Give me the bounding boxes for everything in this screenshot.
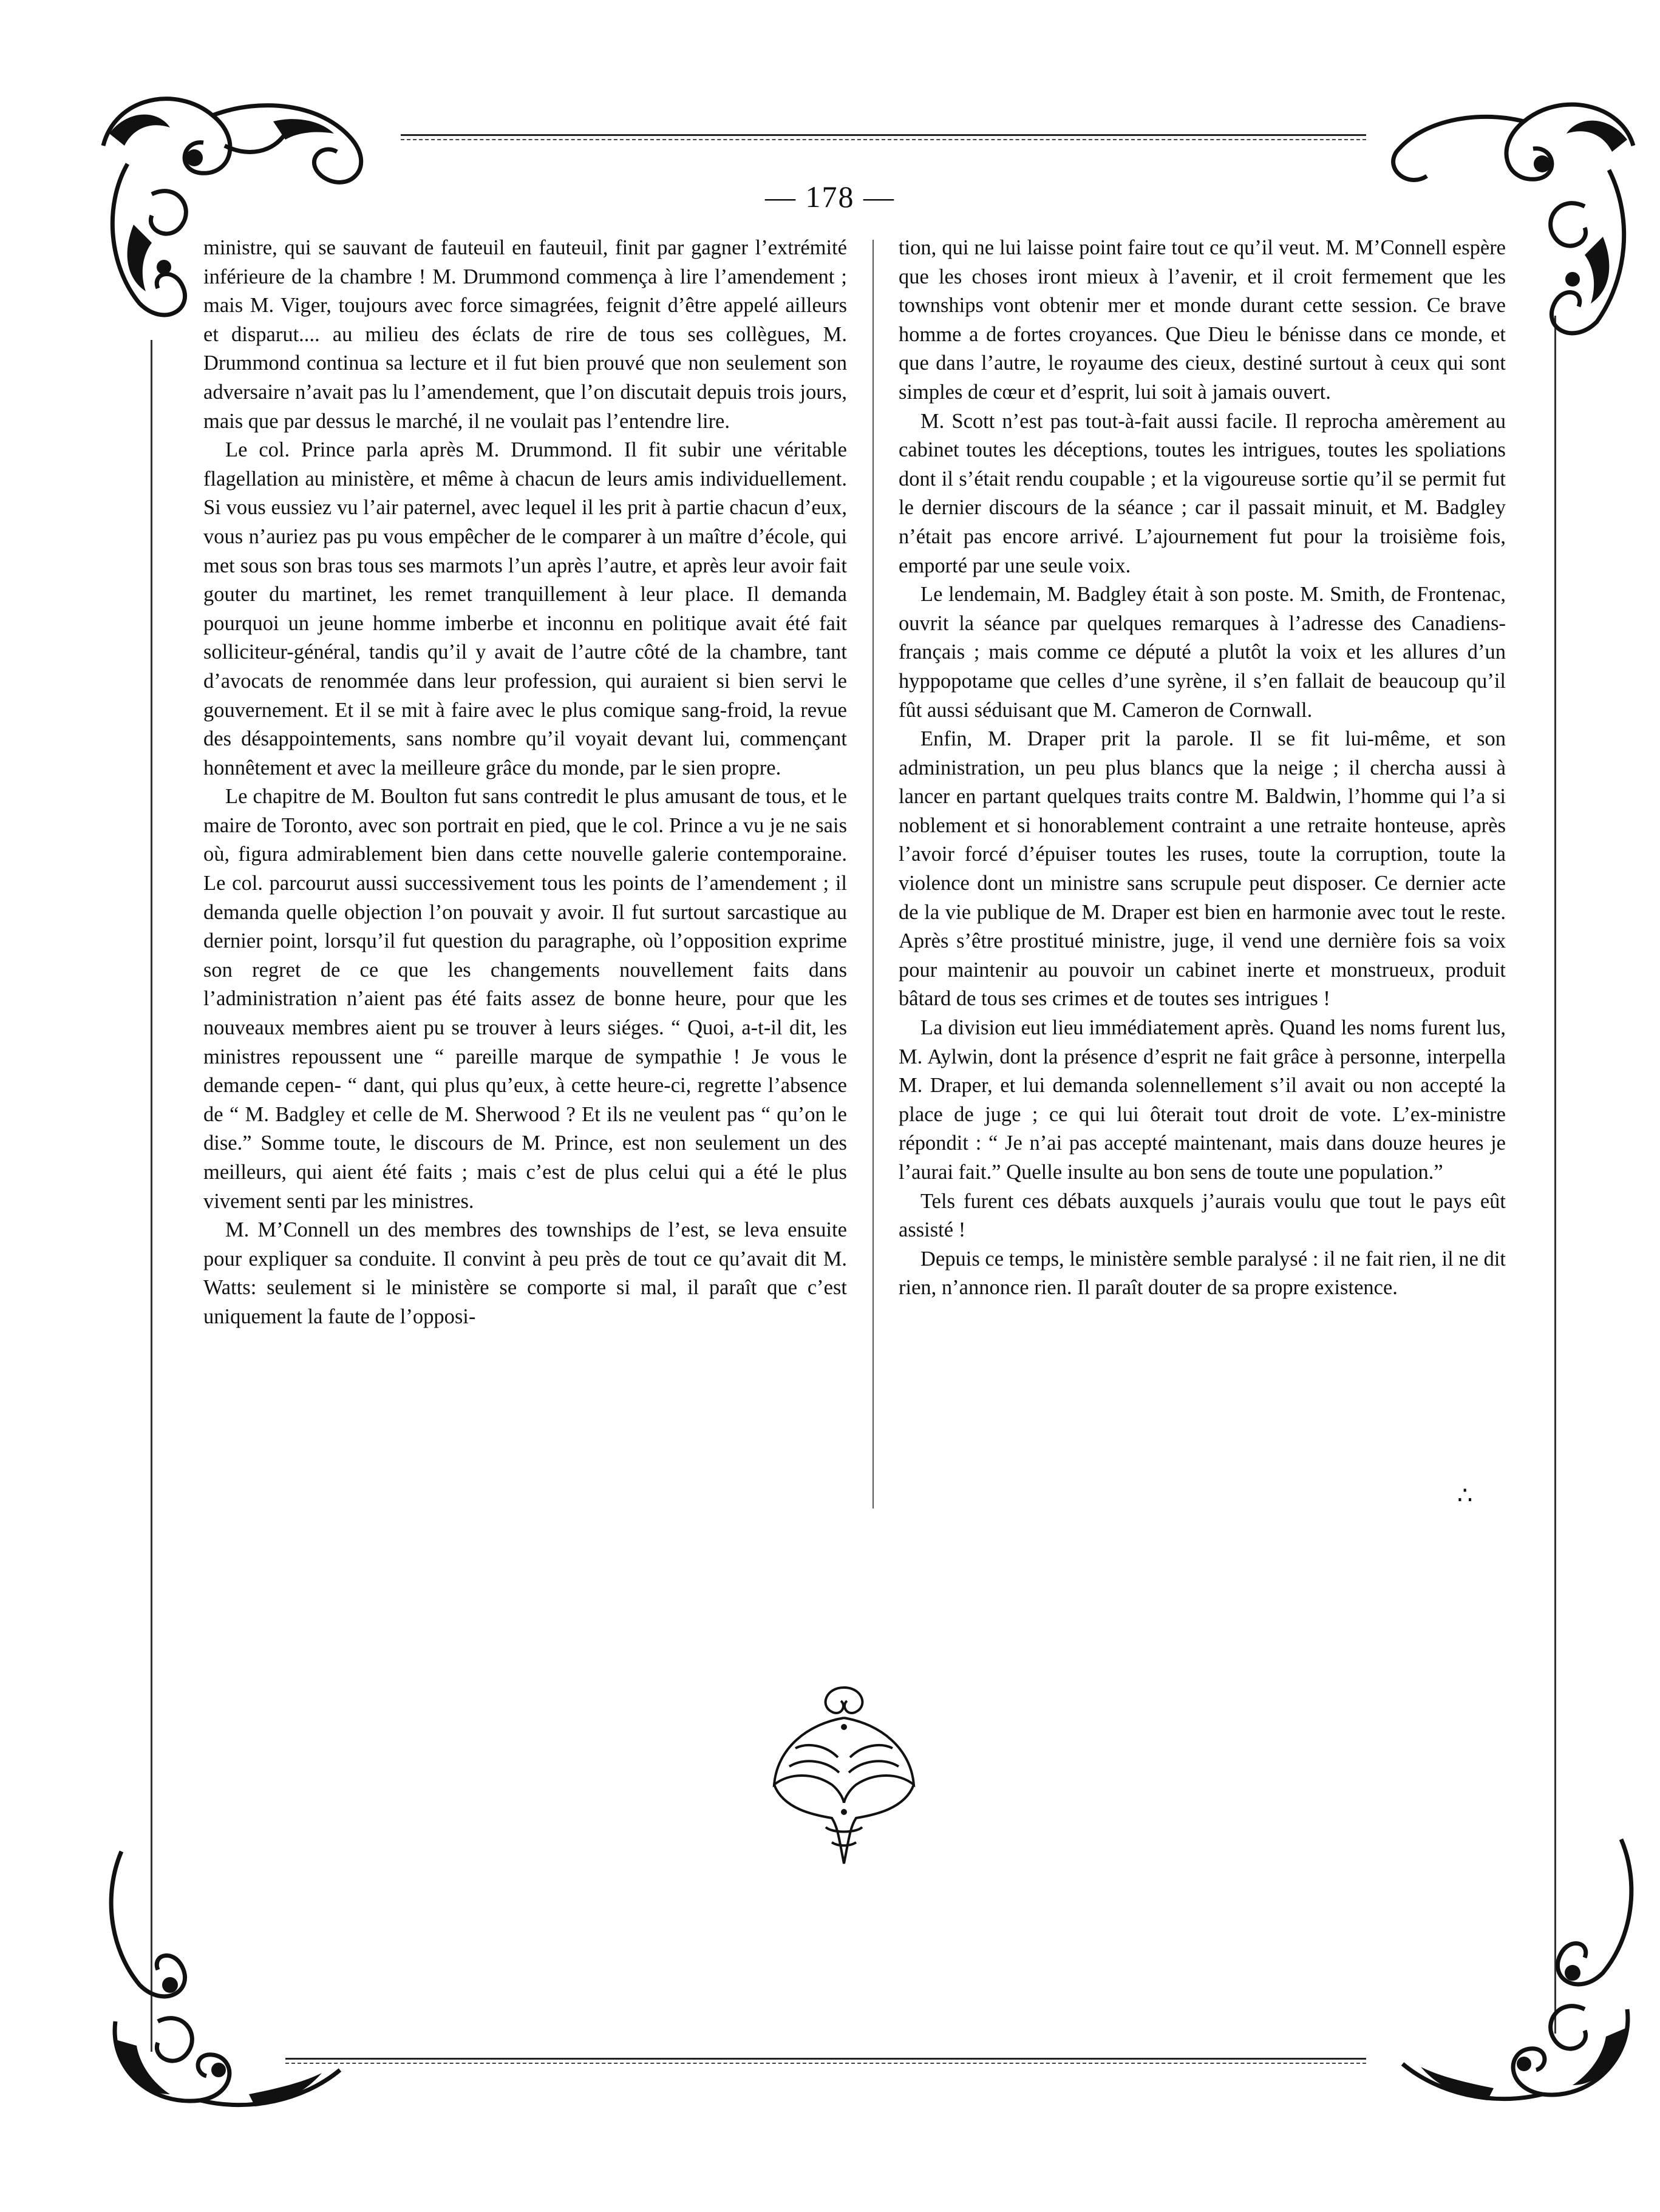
left-text-column bbox=[203, 234, 847, 1332]
frame-bottom-rule bbox=[285, 2058, 1366, 2060]
fleuron-ornament bbox=[771, 1681, 917, 1870]
right-paragraph: M. Scott n’est pas tout-à-fait aussi facile. Il reprocha amèrement au cabinet toutes les déceptions, toutes les intrigues, toutes les spoliations dont il s’était rendu coupable ; et la vigoureuse sortie qu’il se permit fut le dernier discours de la séance ; car il passait minuit, et M. Badgley n’était pas encore arrivé. L’ajournement fut pour la troisième fois, emporté par une seule voix. bbox=[899, 409, 1506, 577]
frame-bottom-dashed-rule bbox=[285, 2063, 1366, 2064]
page-number: — 178 — bbox=[765, 180, 895, 214]
left-paragraph: M. M’Connell un des membres des townships de l’est, se leva ensuite pour expliquer sa conduite. Il convint à peu près de tout ce qu’avait dit M. Watts: seulement si le ministère se comporte si mal, il paraît que c’est uniquement la faute de l’opposi- bbox=[203, 1218, 847, 1328]
right-paragraph: Enfin, M. Draper prit la parole. Il se fit lui-même, et son administration, un peu plus blancs que la neige ; il chercha aussi à lancer en partant quelques traits contre M. Baldwin, l’homme qui l’a si noblement et si honorablement contraint a une retraite honteuse, après l’avoir forcé d’épuiser toutes les ruses, toute la corruption, toute la violence dont un ministre sans scrupule peut disposer. Ce dernier acte de la vie publique de M. Draper est bien en harmonie avec tout le reste. Après s’être prostitué ministre, juge, il vend une dernière fois sa voix pour maintenir au pouvoir un cabinet inerte et monstrueux, produit bâtard de tous ses crimes et de toutes ses intrigues ! bbox=[899, 727, 1506, 1011]
right-paragraph: La division eut lieu immédiatement après. Quand les noms furent lus, M. Aylwin, dont la présence d’esprit ne fait grâce à personne, interpella M. Draper, et lui demanda solennellement s’il avait ou non accepté la place de juge ; ce qui lui ôterait tout droit de vote. L’ex-ministre répondit : “ Je n’ai pas accepté maintenant, mais dans douze heures je l’aurai fait.” Quelle insulte au bon sens de toute une population.” bbox=[899, 1016, 1506, 1184]
end-mark: ∴ bbox=[1457, 1482, 1473, 1509]
left-paragraph: Le col. Prince parla après M. Drummond. Il fit subir une véritable flagellation au ministère, et même à chacun de leurs amis individuellement. Si vous eussiez vu l’air paternel, avec lequel il les prit à partie chacun d’eux, vous n’auriez pas pu vous empêcher de le comparer à un maître d’école, qui met sous son bras tous ses marmots l’un après l’autre, et après leur avoir fait gouter du martinet, les remet tranquillement à leur place. Il demanda pourquoi un jeune homme imberbe et inconnu en politique avait été fait solliciteur-général, tandis qu’il y avait de l’autre côté de la chambre, tant d’avocats de renommée dans leur profession, qui auraient si bien servi le gouvernement. Et il se mit à faire avec le plus comique sang-froid, la revue des désappointements, sans nombre qu’il voyait devant lui, commençant honnêtement et avec la meilleure grâce du monde, par le sien propre. bbox=[203, 438, 847, 779]
left-paragraph: ministre, qui se sauvant de fauteuil en fauteuil, finit par gagner l’extrémité inférieure de la chambre ! M. Drummond commença à lire l’amendement ; mais M. Viger, toujours avec force simagrées, feignit d’être appelé ailleurs et disparut.... au milieu des éclats de rire de tous ses collègues, M. Drummond continua sa lecture et il fut bien prouvé que non seulement son adversaire n’avait pas lu l’amendement, que l’on discutait depuis trois jours, mais que par dessus le marché, il ne voulait pas l’entendre lire. bbox=[203, 236, 847, 433]
right-paragraph: Tels furent ces débats auxquels j’aurais voulu que tout le pays eût assisté ! bbox=[899, 1189, 1506, 1242]
ornament-corner-bottom-left bbox=[97, 1839, 376, 2131]
frame-right-rule bbox=[1554, 316, 1556, 2034]
right-paragraph: tion, qui ne lui laisse point faire tout ce qu’il veut. M. M’Connell espère que les choses iront mieux à l’avenir, et il croit fermement que les townships vont obtenir mer et monde durant cette session. Ce brave homme a de fortes croyances. Que Dieu le bénisse dans ce monde, et que dans l’autre, le royaume des cieux, destiné surtout à ceux qui sont simples de cœur et d’esprit, lui soit à jamais ouvert. bbox=[899, 236, 1506, 404]
right-paragraph: Depuis ce temps, le ministère semble paralysé : il ne fait rien, il ne dit rien, n’annonce rien. Il paraît douter de sa propre existence. bbox=[899, 1247, 1506, 1300]
left-paragraph: Le chapitre de M. Boulton fut sans contredit le plus amusant de tous, et le maire de Toronto, avec son portrait en pied, que le col. Prince a vu je ne sais où, figura admirablement bien dans cette nouvelle galerie contemporaine. Le col. parcourut aussi successivement tous les points de l’amendement ; il demanda quelle objection l’on pouvait y avoir. Il fut surtout sarcastique au dernier point, lorsqu’il fut question du paragraphe, où l’opposition exprime son regret de ce que les changements nouvellement faits dans l’administration n’aient pas été faits assez de bonne heure, pour que les nouveaux membres aient pu se trouver à leurs siéges. “ Quoi, a-t-il dit, les ministres repoussent une “ pareille marque de sympathie ! Je vous le demande cepen- “ dant, qui plus qu’eux, à cette heure-ci, regrette l’absence de “ M. Badgley et celle de M. Sherwood ? Et ils ne veulent pas “ qu’on le dise.” Somme toute, le discours de M. Prince, est non seulement un des meilleurs, qui aient été faits ; mais c’est de plus celui qui a été le plus vivement senti par les ministres. bbox=[203, 785, 847, 1213]
frame-top-dashed-rule bbox=[401, 139, 1366, 140]
right-text-column bbox=[899, 234, 1506, 1303]
frame-top-rule bbox=[401, 134, 1366, 136]
column-divider bbox=[873, 240, 874, 1508]
frame-left-rule bbox=[151, 340, 152, 2052]
right-paragraph: Le lendemain, M. Badgley était à son poste. M. Smith, de Frontenac, ouvrit la séance par quelques remarques à l’adresse des Canadiens-français ; mais comme ce député a plutôt la voix et les allures d’un hyppopotame que celles d’une syrène, il s’en fallait de beaucoup qu’il fût aussi séduisant que M. Cameron de Cornwall. bbox=[899, 583, 1506, 722]
ornament-corner-bottom-right bbox=[1366, 1827, 1645, 2131]
